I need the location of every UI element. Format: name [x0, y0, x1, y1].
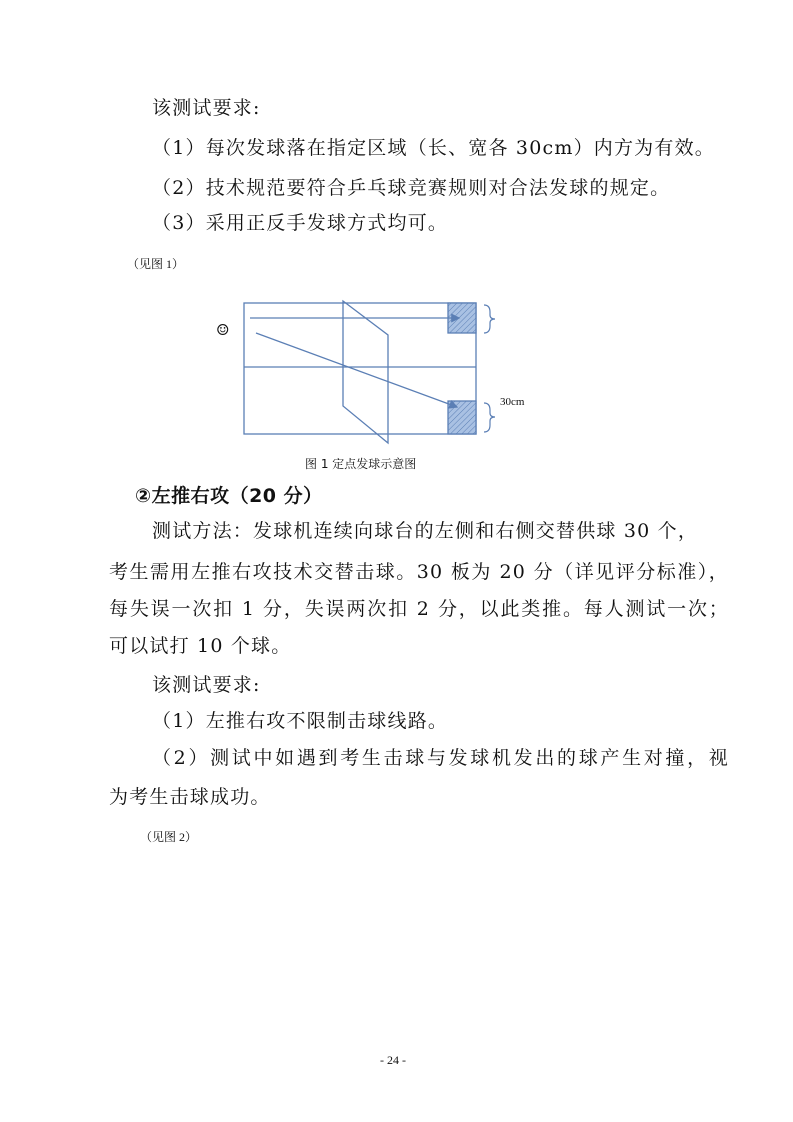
see-figure-2: （见图 2） [140, 830, 198, 844]
dimension-label: 30cm [500, 396, 525, 408]
figure-caption: 图 1 定点发球示意图 [305, 457, 417, 471]
requirements-title-2: 该测试要求: [152, 674, 261, 696]
requirement-2-2-line-1: （2）测试中如遇到考生击球与发球机发出的球产生对撞，视 [152, 747, 729, 769]
net [343, 301, 388, 443]
page-number: - 24 - [380, 1053, 406, 1067]
target-zone-bottom [448, 401, 476, 434]
player-icon: ☺ [216, 321, 230, 339]
requirement-2-2-line-2: 为考生击球成功。 [109, 786, 271, 808]
requirement-3: （3）采用正反手发球方式均可。 [152, 212, 449, 234]
see-figure-1: （见图 1） [127, 257, 185, 271]
requirement-1: （1）每次发球落在指定区域（长、宽各 30cm）内方为有效。 [152, 137, 715, 159]
serve-diagram [210, 295, 530, 445]
bracket-top [484, 305, 495, 333]
method-line-2: 考生需用左推右攻技术交替击球。30 板为 20 分（详见评分标准）， [109, 561, 729, 583]
method-line-4: 可以试打 10 个球。 [109, 635, 292, 657]
table-outline [244, 303, 476, 434]
requirements-title-1: 该测试要求: [152, 97, 261, 119]
section-heading: ②左推右攻（20 分） [135, 485, 323, 507]
serve-path-diagonal [256, 333, 457, 407]
method-line-1: 测试方法：发球机连续向球台的左侧和右侧交替供球 30 个， [152, 520, 699, 542]
requirement-2-1: （1）左推右攻不限制击球线路。 [152, 710, 449, 732]
method-line-3: 每失误一次扣 1 分，失误两次扣 2 分，以此类推。每人测试一次； [109, 598, 729, 620]
bracket-bottom [484, 403, 495, 432]
requirement-2: （2）技术规范要符合乒乓球竞赛规则对合法发球的规定。 [152, 177, 671, 199]
